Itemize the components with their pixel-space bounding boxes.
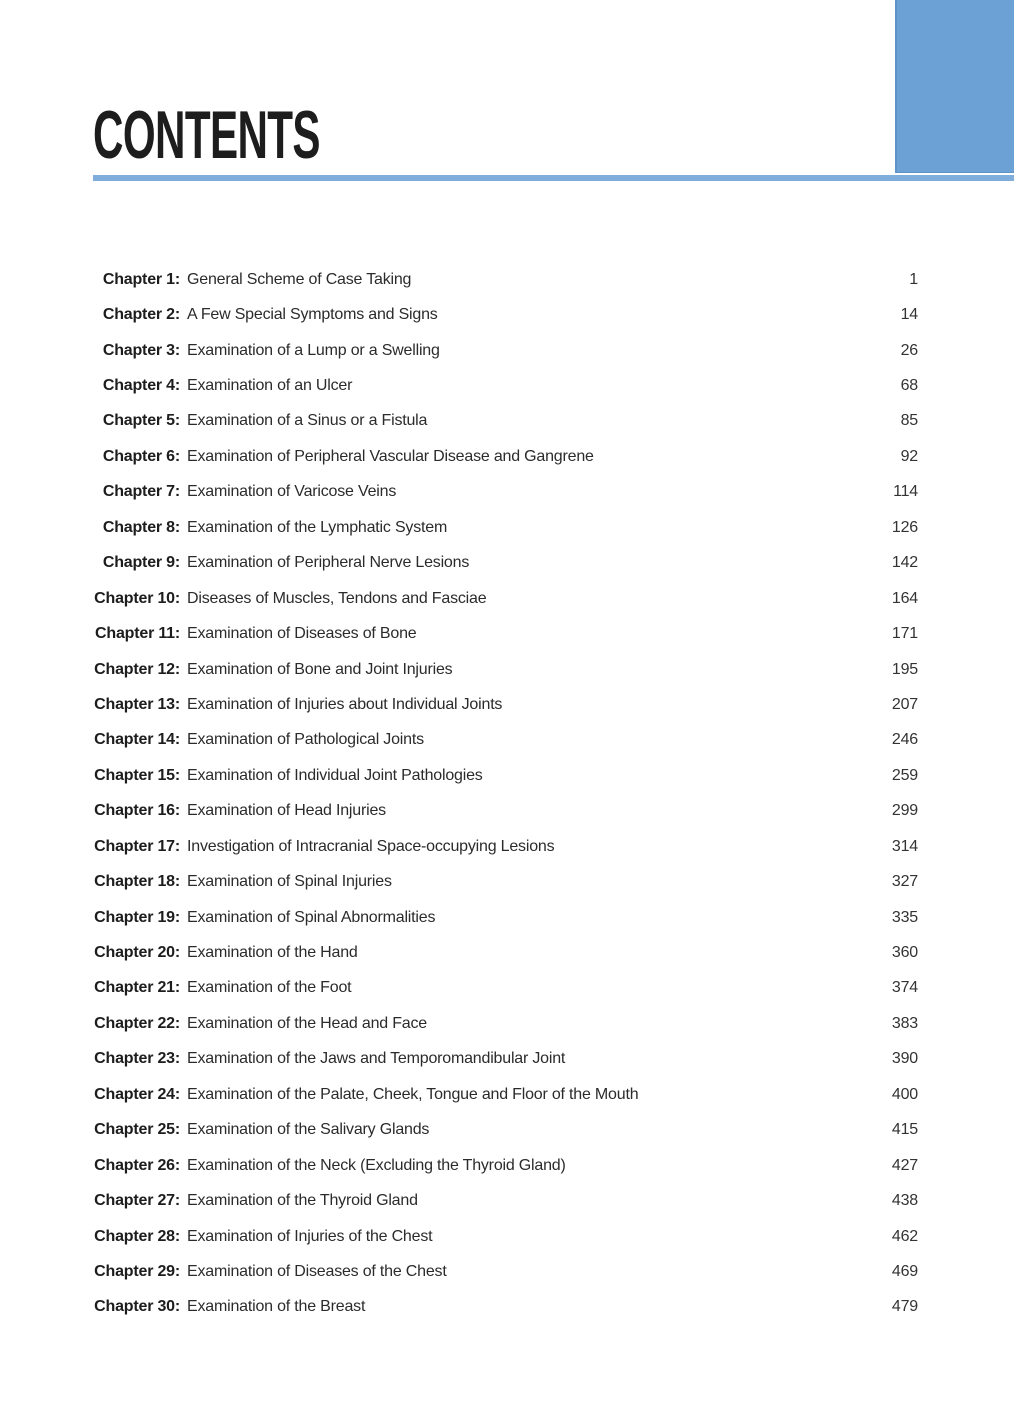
chapter-title: Investigation of Intracranial Space-occupying Lesions <box>187 837 555 855</box>
toc-entry <box>90 687 918 722</box>
chapter-title: Examination of Peripheral Nerve Lesions <box>187 554 470 572</box>
page-number: 246 <box>891 731 918 749</box>
toc-entry <box>90 758 918 793</box>
page-number: 92 <box>900 447 918 465</box>
toc-entry <box>90 652 918 687</box>
chapter-label: Chapter 22: <box>94 1014 180 1032</box>
chapter-label: Chapter 6: <box>102 447 180 465</box>
page-number: 114 <box>893 483 918 501</box>
chapter-title: Examination of the Lymphatic System <box>187 518 448 536</box>
chapter-label: Chapter 13: <box>94 695 180 713</box>
table-of-contents <box>90 262 918 1325</box>
corner-accent-rectangle <box>895 0 1014 173</box>
toc-entry <box>90 404 918 439</box>
chapter-label: Chapter 24: <box>94 1085 180 1103</box>
chapter-title: Examination of a Lump or a Swelling <box>187 341 440 359</box>
chapter-label: Chapter 23: <box>94 1050 180 1068</box>
chapter-label: Chapter 18: <box>94 873 180 891</box>
page-number: 195 <box>891 660 918 678</box>
chapter-title: Examination of Bone and Joint Injuries <box>187 660 453 678</box>
chapter-title: Examination of the Palate, Cheek, Tongue and Floor of the Mouth <box>187 1085 639 1103</box>
page-number: 462 <box>891 1227 918 1245</box>
page-number: 415 <box>891 1121 918 1139</box>
chapter-label: Chapter 11: <box>95 625 180 643</box>
chapter-title: A Few Special Symptoms and Signs <box>187 306 438 324</box>
chapter-title: Examination of Varicose Veins <box>187 483 397 501</box>
page-number: 85 <box>900 412 918 430</box>
chapter-label: Chapter 1: <box>102 270 180 288</box>
page-number: 335 <box>891 908 918 926</box>
chapter-label: Chapter 27: <box>94 1192 180 1210</box>
toc-entry <box>90 581 918 616</box>
toc-entry <box>90 1290 918 1325</box>
chapter-title: Examination of an Ulcer <box>187 377 353 395</box>
chapter-title: Examination of the Salivary Glands <box>187 1121 430 1139</box>
page-number: 469 <box>891 1262 918 1280</box>
toc-entry <box>90 900 918 935</box>
page-number: 327 <box>891 873 918 891</box>
page-number: 126 <box>891 518 918 536</box>
chapter-label: Chapter 21: <box>94 979 180 997</box>
chapter-title: Examination of Spinal Injuries <box>187 873 392 891</box>
page-number: 142 <box>891 554 918 572</box>
page-number: 26 <box>900 341 918 359</box>
toc-entry <box>90 439 918 474</box>
chapter-title: Examination of Head Injuries <box>187 802 386 820</box>
chapter-title: Examination of the Hand <box>187 944 358 962</box>
page-number: 360 <box>891 944 918 962</box>
chapter-title: Examination of Injuries about Individual Joints <box>187 695 503 713</box>
page-title: CONTENTS <box>93 97 320 173</box>
page-number: 164 <box>891 589 918 607</box>
toc-entry <box>90 971 918 1006</box>
toc-entry <box>90 510 918 545</box>
chapter-title: Examination of a Sinus or a Fistula <box>187 412 428 430</box>
toc-entry <box>90 616 918 651</box>
toc-entry <box>90 1183 918 1218</box>
chapter-title: Examination of the Breast <box>187 1298 366 1316</box>
chapter-label: Chapter 14: <box>94 731 180 749</box>
chapter-title: Examination of Diseases of the Chest <box>187 1262 447 1280</box>
chapter-label: Chapter 29: <box>94 1262 180 1280</box>
toc-entry <box>90 723 918 758</box>
chapter-label: Chapter 7: <box>102 483 180 501</box>
chapter-title: Examination of Peripheral Vascular Disease and Gangrene <box>187 447 594 465</box>
page-number: 374 <box>891 979 918 997</box>
chapter-label: Chapter 9: <box>102 554 180 572</box>
chapter-label: Chapter 19: <box>94 908 180 926</box>
chapter-label: Chapter 17: <box>94 837 180 855</box>
chapter-label: Chapter 4: <box>102 377 180 395</box>
page-number: 299 <box>891 802 918 820</box>
toc-entry <box>90 368 918 403</box>
page-number: 1 <box>909 270 918 288</box>
chapter-title: Examination of the Neck (Excluding the Thyroid Gland) <box>187 1156 566 1174</box>
toc-entry <box>90 794 918 829</box>
page-number: 383 <box>891 1014 918 1032</box>
page-number: 171 <box>891 625 918 643</box>
chapter-label: Chapter 2: <box>102 306 180 324</box>
chapter-label: Chapter 25: <box>94 1121 180 1139</box>
chapter-label: Chapter 10: <box>94 589 180 607</box>
toc-entry <box>90 333 918 368</box>
chapter-label: Chapter 3: <box>102 341 180 359</box>
chapter-label: Chapter 15: <box>94 766 180 784</box>
toc-entry <box>90 262 918 297</box>
page-number: 427 <box>891 1156 918 1174</box>
page-number: 479 <box>891 1298 918 1316</box>
toc-entry <box>90 1042 918 1077</box>
page-number: 438 <box>891 1192 918 1210</box>
page-number: 390 <box>891 1050 918 1068</box>
title-underline-rule <box>93 175 1014 181</box>
chapter-label: Chapter 26: <box>94 1156 180 1174</box>
chapter-title: Examination of Individual Joint Pathologies <box>187 766 483 784</box>
chapter-title: Examination of the Foot <box>187 979 352 997</box>
page-number: 314 <box>891 837 918 855</box>
chapter-title: Examination of the Head and Face <box>187 1014 427 1032</box>
chapter-label: Chapter 20: <box>94 944 180 962</box>
chapter-title: Diseases of Muscles, Tendons and Fasciae <box>187 589 487 607</box>
chapter-label: Chapter 12: <box>94 660 180 678</box>
page-number: 207 <box>891 695 918 713</box>
chapter-title: Examination of Diseases of Bone <box>187 625 417 643</box>
chapter-title: General Scheme of Case Taking <box>187 270 412 288</box>
chapter-label: Chapter 28: <box>94 1227 180 1245</box>
chapter-title: Examination of Injuries of the Chest <box>187 1227 433 1245</box>
page-number: 14 <box>900 306 918 324</box>
chapter-title: Examination of Pathological Joints <box>187 731 424 749</box>
toc-entry <box>90 297 918 332</box>
chapter-title: Examination of Spinal Abnormalities <box>187 908 436 926</box>
toc-entry <box>90 1006 918 1041</box>
chapter-label: Chapter 16: <box>94 802 180 820</box>
toc-entry <box>90 1254 918 1289</box>
chapter-label: Chapter 5: <box>102 412 180 430</box>
chapter-label: Chapter 30: <box>94 1298 180 1316</box>
chapter-title: Examination of the Thyroid Gland <box>187 1192 418 1210</box>
chapter-title: Examination of the Jaws and Temporomandibular Joint <box>187 1050 566 1068</box>
toc-entry <box>90 546 918 581</box>
toc-entry <box>90 864 918 899</box>
toc-entry <box>90 829 918 864</box>
toc-entry <box>90 935 918 970</box>
page-number: 400 <box>891 1085 918 1103</box>
page-number: 68 <box>900 377 918 395</box>
toc-entry <box>90 1148 918 1183</box>
toc-entry <box>90 475 918 510</box>
toc-entry <box>90 1219 918 1254</box>
toc-entry <box>90 1077 918 1112</box>
chapter-label: Chapter 8: <box>102 518 180 536</box>
toc-entry <box>90 1113 918 1148</box>
page-number: 259 <box>891 766 918 784</box>
